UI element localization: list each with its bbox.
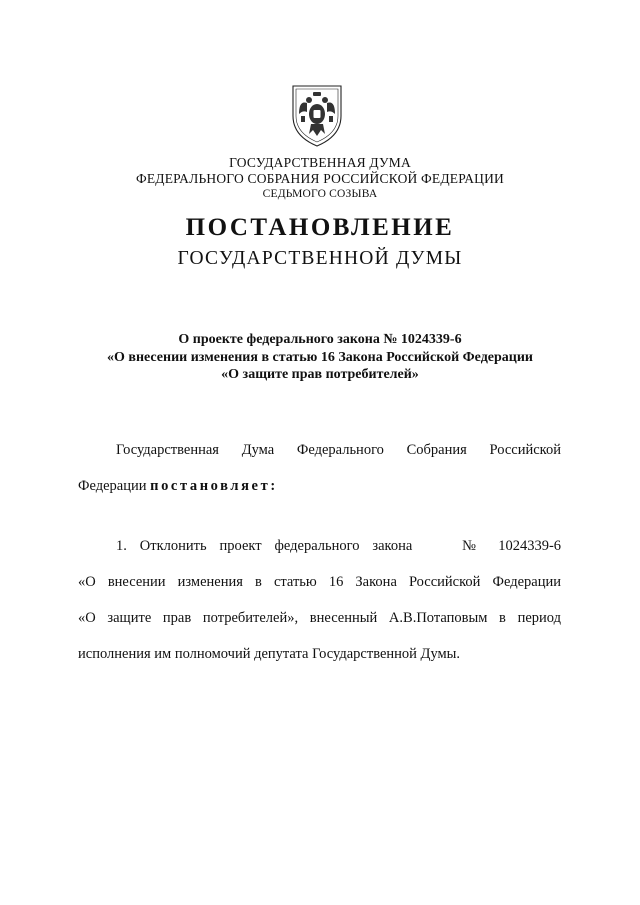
item-1-number-sign: № [462,538,486,554]
org-line-1: ГОСУДАРСТВЕННАЯ ДУМА [229,155,411,170]
item-1-bill-number: 1024339-6 [498,538,562,554]
subject-line-2: «О внесении изменения в статью 16 Закона Российской Федерации [107,350,533,365]
item-1-line-3: «О защите прав потребителей», внесенный А.В.Потаповым в период [78,610,561,626]
document-issuer: ГОСУДАРСТВЕННОЙ ДУМЫ [177,248,463,269]
document-type-title: ПОСТАНОВЛЕНИЕ [185,214,455,241]
preamble-line-1: Государственная Дума Федерального Собрания Российской [116,442,561,458]
subject-line-3: «О защите прав потребителей» [221,367,419,382]
org-line-2: ФЕДЕРАЛЬНОГО СОБРАНИЯ РОССИЙСКОЙ ФЕДЕРАЦИИ [136,171,504,186]
org-line-3: СЕДЬМОГО СОЗЫВА [262,188,378,200]
subject-line-1: О проекте федерального закона № 1024339-6 [178,332,462,347]
item-1-line-4: исполнения им полномочий депутата Государственной Думы. [78,646,461,662]
item-1-line-1 [78,528,561,564]
coat-of-arms-of-russia-icon [285,76,349,148]
item-1-line-1-text: Отклонить проект федерального закона [139,538,413,554]
item-1-paragraph [78,528,561,672]
preamble-colon: : [270,478,278,494]
item-1-number: 1. [116,538,127,554]
preamble-line-2 [78,468,561,504]
preamble-federation: Федерации [78,478,151,494]
preamble-resolves: постановляет [150,478,271,494]
item-1-line-2: «О внесении изменения в статью 16 Закона Российской Федерации [78,574,561,590]
preamble-paragraph [78,432,561,504]
